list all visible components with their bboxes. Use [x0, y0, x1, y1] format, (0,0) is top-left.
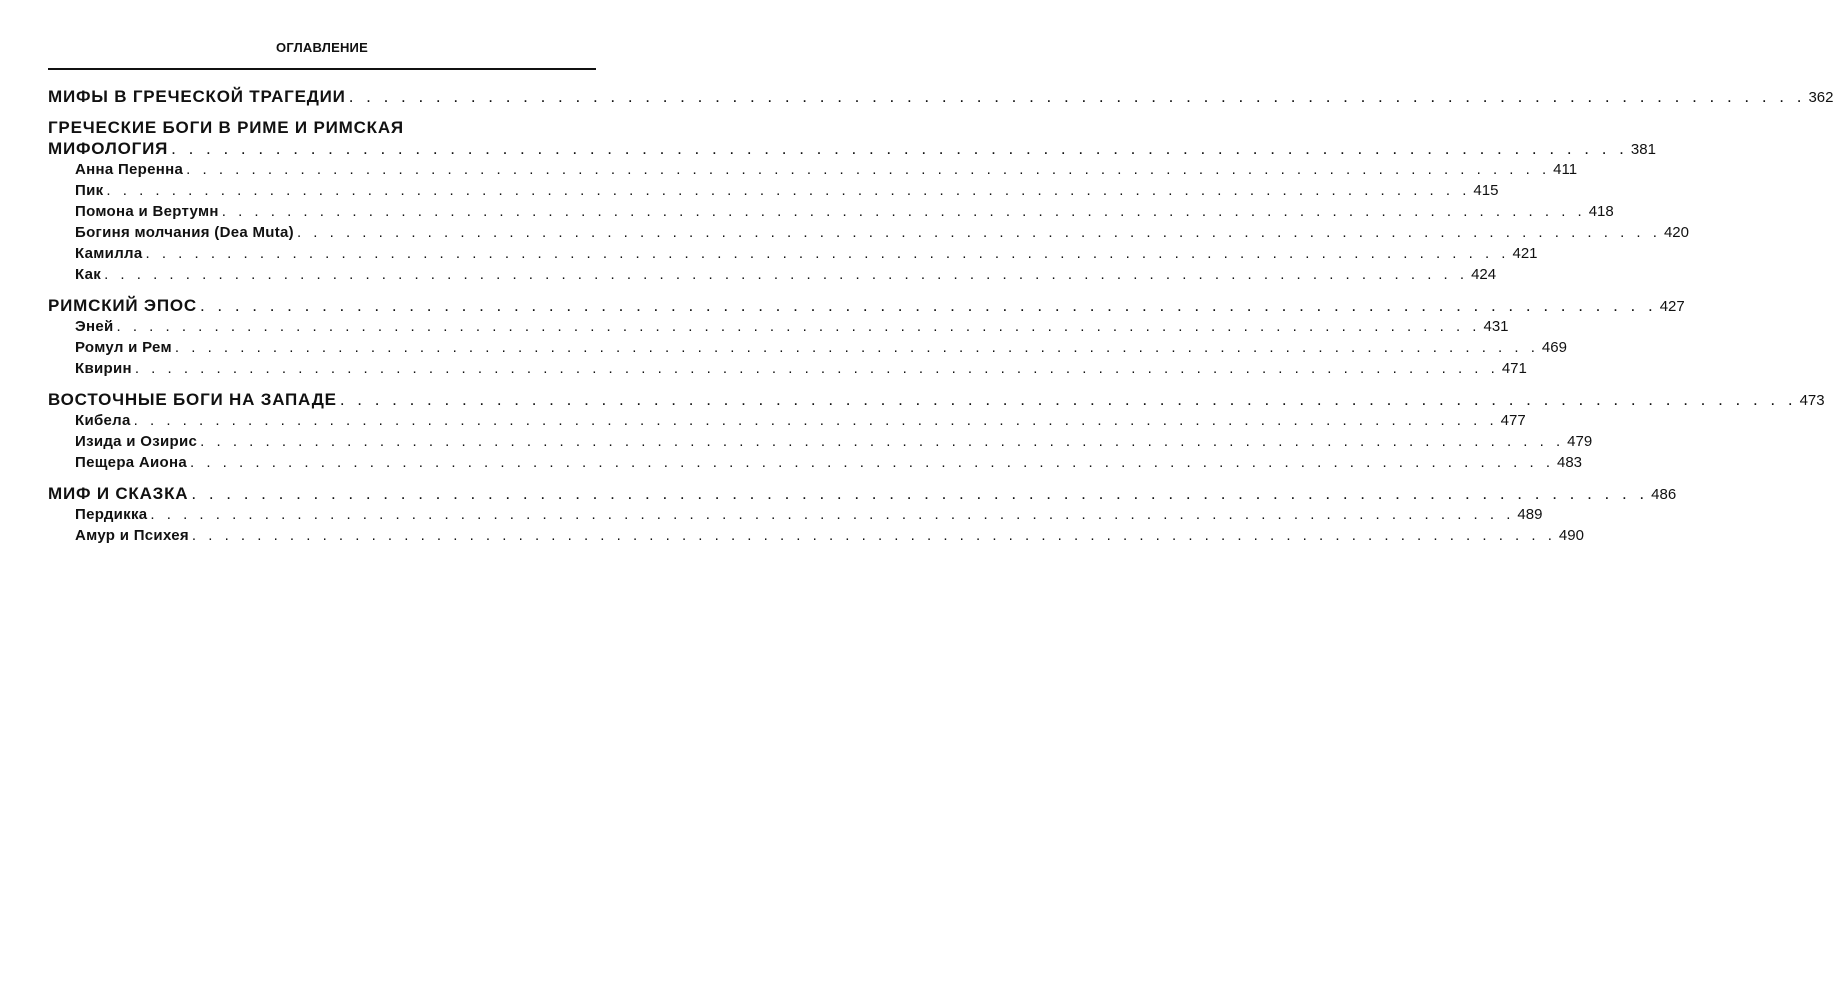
toc-section	[48, 117, 1689, 285]
dot-leader: . . . . . . . . . . . . . . . . . . . . . . . . . . . . . . . . . . . . . . . . . . . . . . . . . . . . . . . . . . . . . . . . . . . . . . . . . . . . . . . . . . . .	[171, 139, 1628, 158]
dot-leader: . . . . . . . . . . . . . . . . . . . . . . . . . . . . . . . . . . . . . . . . . . . . . . . . . . . . . . . . . . . . . . . . . . . . . . . . . . . . . . . . . . . .	[191, 484, 1649, 503]
toc-entry-row	[48, 452, 1583, 473]
page-number: 473	[1799, 392, 1825, 409]
table-of-contents	[48, 86, 1834, 556]
page-number: 469	[1541, 339, 1567, 356]
dot-leader: . . . . . . . . . . . . . . . . . . . . . . . . . . . . . . . . . . . . . . . . . . . . . . . . . . . . . . . . . . . . . . . . . . . . . . . . . . . . . . . . . . . .	[106, 182, 1471, 199]
entry-title: Пик	[75, 182, 104, 199]
dot-leader: . . . . . . . . . . . . . . . . . . . . . . . . . . . . . . . . . . . . . . . . . . . . . . . . . . . . . . . . . . . . . . . . . . . . . . . . . . . . . . . . . . . .	[145, 245, 1510, 262]
page-number: 420	[1663, 224, 1689, 241]
entry-title: Амур и Психея	[75, 527, 189, 544]
entry-title: Пещера Аиона	[75, 454, 188, 471]
toc-entry-row	[48, 180, 1499, 201]
entry-title: Квирин	[75, 360, 132, 377]
entry-title: Помона и Вертумн	[75, 203, 219, 220]
dot-leader: . . . . . . . . . . . . . . . . . . . . . . . . . . . . . . . . . . . . . . . . . . . . . . . . . . . . . . . . . . . . . . . . . . . . . . . . . . . . . . . . . . . .	[186, 161, 1551, 178]
entry-title: Изида и Озирис	[75, 433, 198, 450]
page-number: 477	[1500, 412, 1526, 429]
toc-entry-row	[48, 243, 1538, 264]
dot-leader: . . . . . . . . . . . . . . . . . . . . . . . . . . . . . . . . . . . . . . . . . . . . . . . . . . . . . . . . . . . . . . . . . . . . . . . . . . . . . . . . . . . .	[199, 296, 1657, 315]
toc-entry-row	[48, 201, 1614, 222]
page-number: 486	[1651, 486, 1677, 503]
toc-entry-row	[48, 337, 1567, 358]
dot-leader: . . . . . . . . . . . . . . . . . . . . . . . . . . . . . . . . . . . . . . . . . . . . . . . . . . . . . . . . . . . . . . . . . . . . . . . . . . . . . . . . . . . .	[116, 318, 1481, 335]
dot-leader: . . . . . . . . . . . . . . . . . . . . . . . . . . . . . . . . . . . . . . . . . . . . . . . . . . . . . . . . . . . . . . . . . . . . . . . . . . . . . . . . . . . .	[221, 203, 1586, 220]
toc-section-row	[48, 86, 1834, 107]
toc-section	[48, 295, 1685, 379]
toc-section	[48, 86, 1834, 107]
dot-leader: . . . . . . . . . . . . . . . . . . . . . . . . . . . . . . . . . . . . . . . . . . . . . . . . . . . . . . . . . . . . . . . . . . . . . . . . . . . . . . . . . . . .	[190, 454, 1554, 471]
entry-title: Камилла	[75, 245, 143, 262]
toc-entry-row	[48, 222, 1689, 243]
page-number: 424	[1471, 266, 1497, 283]
page-number: 489	[1517, 506, 1543, 523]
toc-section-row	[48, 138, 1656, 159]
toc-entry-row	[48, 431, 1593, 452]
dot-leader: . . . . . . . . . . . . . . . . . . . . . . . . . . . . . . . . . . . . . . . . . . . . . . . . . . . . . . . . . . . . . . . . . . . . . . . . . . . . . . . . . . . .	[200, 433, 1565, 450]
dot-leader: . . . . . . . . . . . . . . . . . . . . . . . . . . . . . . . . . . . . . . . . . . . . . . . . . . . . . . . . . . . . . . . . . . . . . . . . . . . . . . . . . . . .	[339, 390, 1797, 409]
entry-title: Ромул и Рем	[75, 339, 172, 356]
entry-title: Кибела	[75, 412, 131, 429]
page-number: 431	[1483, 318, 1509, 335]
entry-title: Анна Перенна	[75, 161, 184, 178]
page-number: 411	[1553, 161, 1578, 178]
dot-leader: . . . . . . . . . . . . . . . . . . . . . . . . . . . . . . . . . . . . . . . . . . . . . . . . . . . . . . . . . . . . . . . . . . . . . . . . . . . . . . . . . . . .	[104, 266, 1469, 283]
page-number: 479	[1567, 433, 1593, 450]
entry-title: Пердикка	[75, 506, 148, 523]
dot-leader: . . . . . . . . . . . . . . . . . . . . . . . . . . . . . . . . . . . . . . . . . . . . . . . . . . . . . . . . . . . . . . . . . . . . . . . . . . . . . . . . . . . .	[296, 224, 1661, 241]
section-title: РИМСКИЙ ЭПОС	[48, 296, 197, 315]
dot-leader: . . . . . . . . . . . . . . . . . . . . . . . . . . . . . . . . . . . . . . . . . . . . . . . . . . . . . . . . . . . . . . . . . . . . . . . . . . . . . . . . . . . .	[150, 506, 1515, 523]
section-title: МИФ И СКАЗКА	[48, 484, 189, 503]
dot-leader: . . . . . . . . . . . . . . . . . . . . . . . . . . . . . . . . . . . . . . . . . . . . . . . . . . . . . . . . . . . . . . . . . . . . . . . . . . . . . . . . . . . .	[348, 87, 1806, 106]
page-number: 490	[1558, 527, 1584, 544]
section-title: ВОСТОЧНЫЕ БОГИ НА ЗАПАДЕ	[48, 390, 337, 409]
page-number: 421	[1512, 245, 1538, 262]
entry-title: Эней	[75, 318, 114, 335]
dot-leader: . . . . . . . . . . . . . . . . . . . . . . . . . . . . . . . . . . . . . . . . . . . . . . . . . . . . . . . . . . . . . . . . . . . . . . . . . . . . . . . . . . . .	[133, 412, 1498, 429]
page-number: 418	[1588, 203, 1614, 220]
page-number: 427	[1659, 298, 1685, 315]
entry-title: Как	[75, 266, 102, 283]
page-number: 483	[1557, 454, 1583, 471]
page-number: 381	[1630, 141, 1656, 158]
toc-section-row	[48, 389, 1825, 410]
toc-entry-row	[48, 358, 1527, 379]
header-rule	[48, 68, 596, 70]
toc-section	[48, 389, 1825, 473]
page-number: 362	[1808, 89, 1834, 106]
section-title: МИФОЛОГИЯ	[48, 139, 169, 158]
dot-leader: . . . . . . . . . . . . . . . . . . . . . . . . . . . . . . . . . . . . . . . . . . . . . . . . . . . . . . . . . . . . . . . . . . . . . . . . . . . . . . . . . . . .	[174, 339, 1539, 356]
page-number: 471	[1501, 360, 1527, 377]
toc-entry-row	[48, 264, 1497, 285]
toc-entry-row	[48, 159, 1578, 180]
dot-leader: . . . . . . . . . . . . . . . . . . . . . . . . . . . . . . . . . . . . . . . . . . . . . . . . . . . . . . . . . . . . . . . . . . . . . . . . . . . . . . . . . . . .	[134, 360, 1499, 377]
toc-section	[48, 483, 1677, 546]
toc-entry-row	[48, 504, 1543, 525]
toc-section-row	[48, 295, 1685, 316]
entry-title: Богиня молчания (Dea Muta)	[75, 224, 294, 241]
toc-section-row	[48, 483, 1677, 504]
section-title: МИФЫ В ГРЕЧЕСКОЙ ТРАГЕДИИ	[48, 87, 346, 106]
section-title-first-line: ГРЕЧЕСКИЕ БОГИ В РИМЕ И РИМСКАЯ	[48, 118, 404, 137]
toc-entry-row	[48, 525, 1584, 546]
toc-entry-row	[48, 316, 1509, 337]
dot-leader: . . . . . . . . . . . . . . . . . . . . . . . . . . . . . . . . . . . . . . . . . . . . . . . . . . . . . . . . . . . . . . . . . . . . . . . . . . . . . . . . . . . .	[191, 527, 1556, 544]
toc-entry-row	[48, 410, 1526, 431]
page-number: 415	[1473, 182, 1499, 199]
running-head-title: ОГЛАВЛЕНИЕ	[276, 40, 368, 55]
